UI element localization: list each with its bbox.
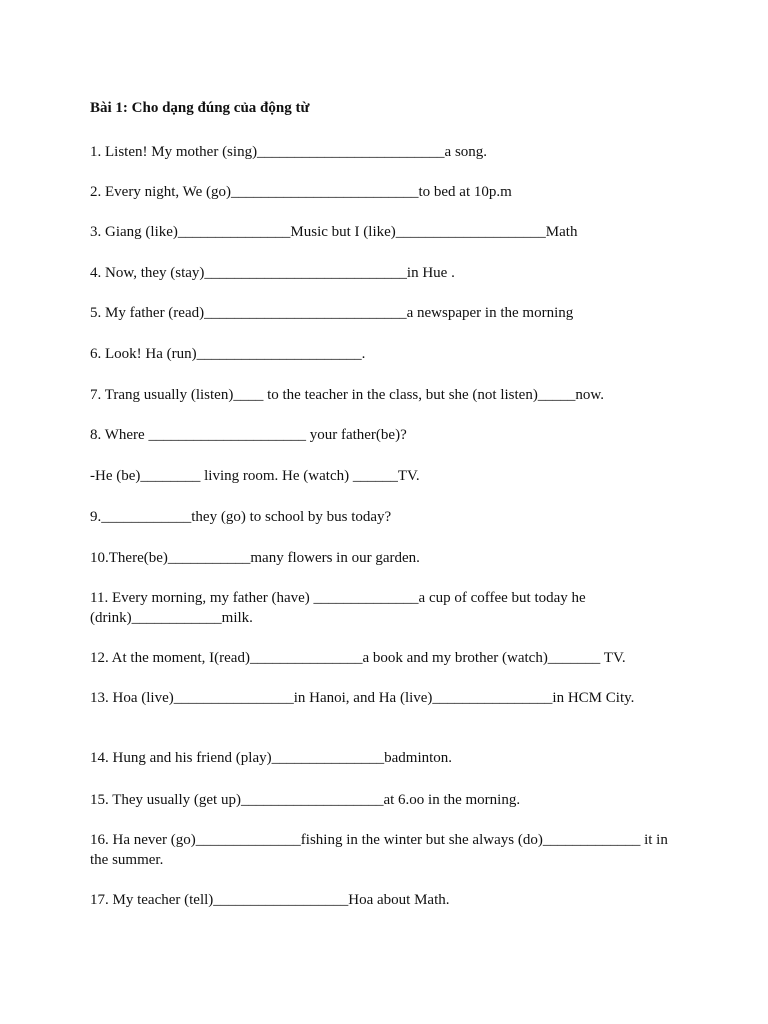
exercise-item-16: 16. Ha never (go)______________fishing in the winter but she always (do)_____________ it in the summer. [90, 832, 668, 868]
exercise-item-17: 17. My teacher (tell)__________________Hoa about Math. [90, 892, 450, 908]
exercise-heading: Bài 1: Cho dạng đúng của động từ [90, 100, 310, 116]
exercise-item-2: 2. Every night, We (go)_________________________to bed at 10p.m [90, 184, 512, 200]
exercise-item-8-answer: -He (be)________ living room. He (watch) ______TV. [90, 468, 420, 484]
exercise-item-9: 9.____________they (go) to school by bus today? [90, 509, 392, 525]
exercise-item-13: 13. Hoa (live)________________in Hanoi, and Ha (live)________________in HCM City. [90, 690, 635, 706]
exercise-item-15: 15. They usually (get up)___________________at 6.oo in the morning. [90, 792, 521, 808]
exercise-item-3: 3. Giang (like)_______________Music but I (like)____________________Math [90, 224, 578, 240]
exercise-item-12: 12. At the moment, I(read)_______________a book and my brother (watch)_______ TV. [90, 650, 626, 666]
exercise-item-11: 11. Every morning, my father (have) ______________a cup of coffee but today he (drink)____________milk. [90, 590, 586, 626]
exercise-item-6: 6. Look! Ha (run)______________________. [90, 346, 366, 362]
exercise-item-7: 7. Trang usually (listen)____ to the teacher in the class, but she (not listen)_____now. [90, 387, 604, 403]
exercise-item-8: 8. Where _____________________ your father(be)? [90, 427, 407, 443]
exercise-item-1: 1. Listen! My mother (sing)_________________________a song. [90, 144, 488, 160]
exercise-item-4: 4. Now, they (stay)___________________________in Hue . [90, 265, 455, 281]
exercise-item-14: 14. Hung and his friend (play)_______________badminton. [90, 750, 453, 766]
exercise-item-5: 5. My father (read)___________________________a newspaper in the morning [90, 305, 574, 321]
exercise-item-10: 10.There(be)___________many flowers in our garden. [90, 550, 420, 566]
